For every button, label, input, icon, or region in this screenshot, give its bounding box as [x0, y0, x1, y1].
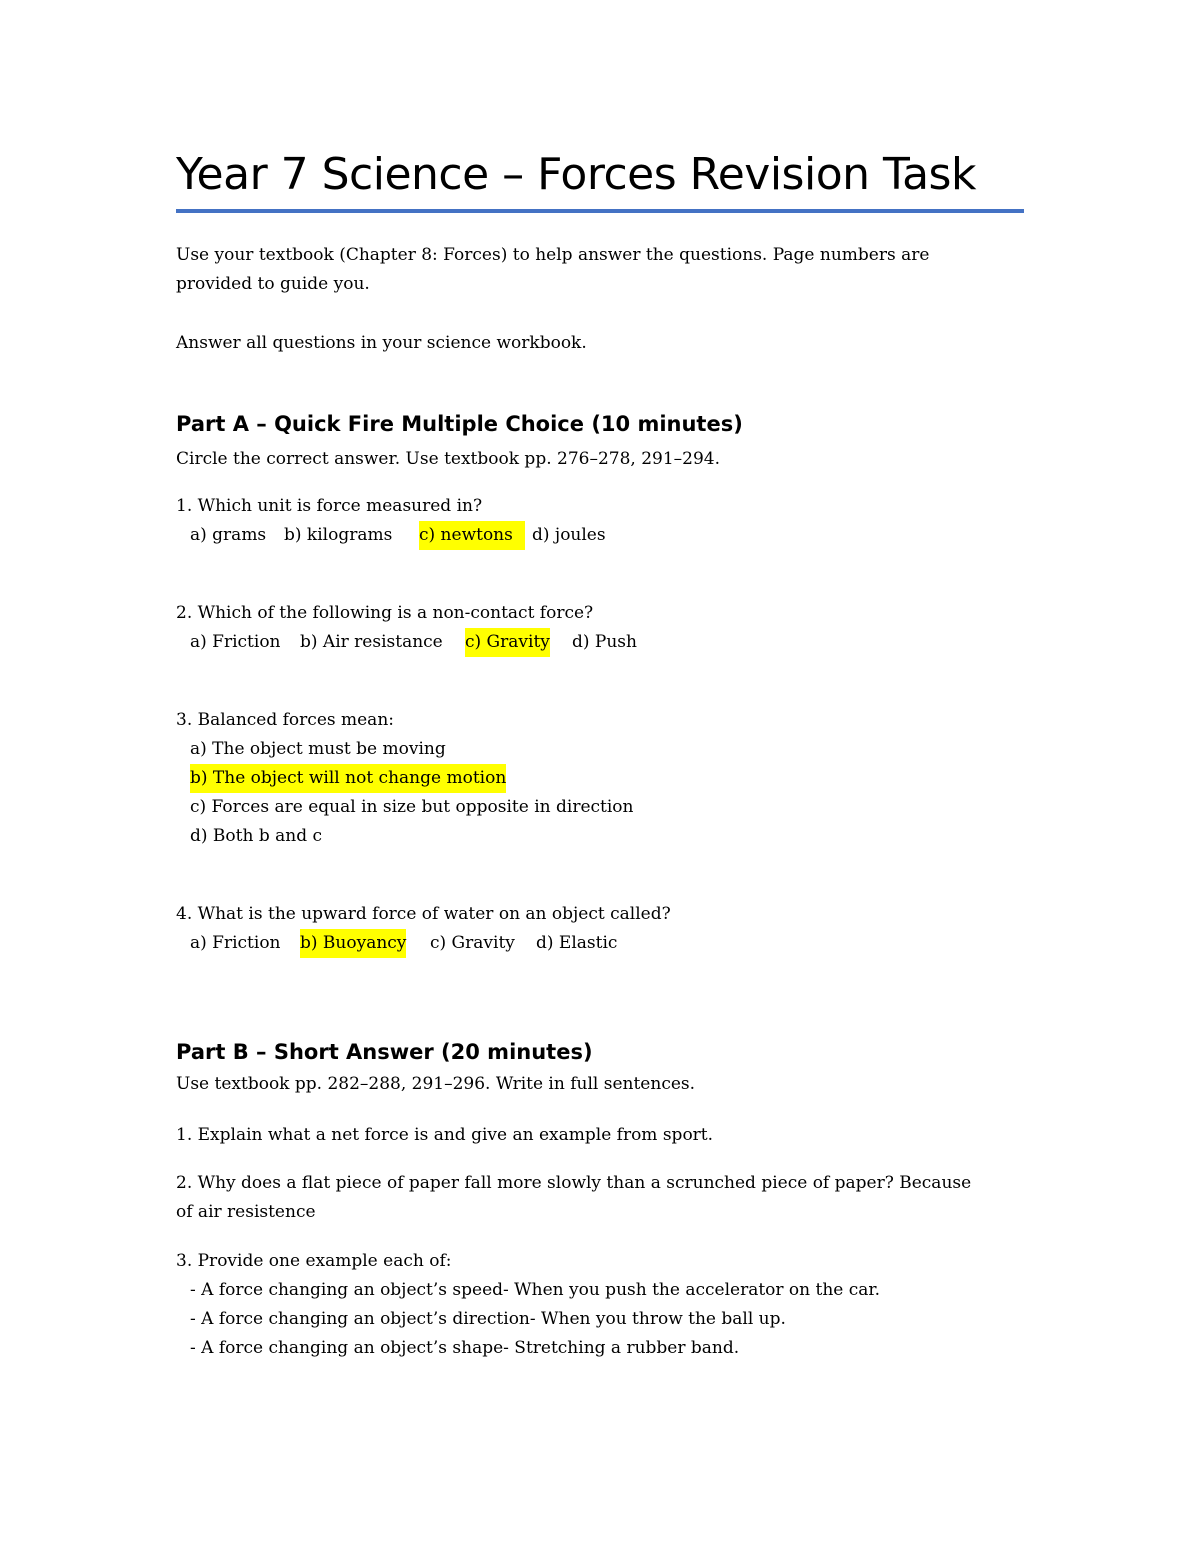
q3-option-a: a) The object must be moving	[190, 739, 446, 759]
q4-option-c: c) Gravity	[430, 933, 515, 953]
short-answer-3: 3. Provide one example each of:	[176, 1251, 452, 1271]
q2-option-d: d) Push	[572, 632, 637, 652]
q1-option-a: a) grams	[190, 525, 267, 545]
question-3: 3. Balanced forces mean:	[176, 710, 394, 730]
q4-option-a: a) Friction	[190, 933, 281, 953]
intro-line-2: provided to guide you.	[176, 274, 370, 294]
question-4: 4. What is the upward force of water on an object called?	[176, 904, 671, 924]
list-item-direction: - A force changing an object’s direction- When you throw the ball up.	[190, 1309, 786, 1329]
q2-option-c-highlighted: c) Gravity	[465, 628, 550, 657]
short-answer-1: 1. Explain what a net force is and give an example from sport.	[176, 1125, 714, 1145]
q1-option-b: b) kilograms	[284, 525, 393, 545]
part-a-subtext: Circle the correct answer. Use textbook pp. 276–278, 291–294.	[176, 449, 721, 469]
q4-option-d: d) Elastic	[536, 933, 618, 953]
q3-option-c: c) Forces are equal in size but opposite in direction	[190, 797, 634, 817]
question-2: 2. Which of the following is a non-contact force?	[176, 603, 594, 623]
part-b-heading: Part B – Short Answer (20 minutes)	[176, 1040, 593, 1064]
list-item-speed: - A force changing an object’s speed- When you push the accelerator on the car.	[190, 1280, 881, 1300]
page-title: Year 7 Science – Forces Revision Task	[176, 149, 976, 200]
question-1: 1. Which unit is force measured in?	[176, 496, 483, 516]
q3-option-d: d) Both b and c	[190, 826, 323, 846]
part-b-subtext: Use textbook pp. 282–288, 291–296. Write in full sentences.	[176, 1074, 696, 1094]
q4-option-b-highlighted: b) Buoyancy	[300, 929, 406, 958]
short-answer-2-line-1: 2. Why does a flat piece of paper fall more slowly than a scrunched piece of paper? Because	[176, 1173, 972, 1193]
list-item-shape: - A force changing an object’s shape- Stretching a rubber band.	[190, 1338, 740, 1358]
short-answer-2-line-2: of air resistence	[176, 1202, 316, 1222]
q2-option-b: b) Air resistance	[300, 632, 443, 652]
q1-option-d: d) joules	[532, 525, 606, 545]
part-a-heading: Part A – Quick Fire Multiple Choice (10 minutes)	[176, 412, 743, 436]
title-underline	[176, 209, 1024, 213]
q2-option-a: a) Friction	[190, 632, 281, 652]
q3-option-b-highlighted: b) The object will not change motion	[190, 764, 506, 793]
intro-line-1: Use your textbook (Chapter 8: Forces) to help answer the questions. Page numbers are	[176, 245, 930, 265]
instruction-text: Answer all questions in your science workbook.	[176, 333, 587, 353]
q1-option-c-highlighted: c) newtons	[419, 521, 525, 550]
